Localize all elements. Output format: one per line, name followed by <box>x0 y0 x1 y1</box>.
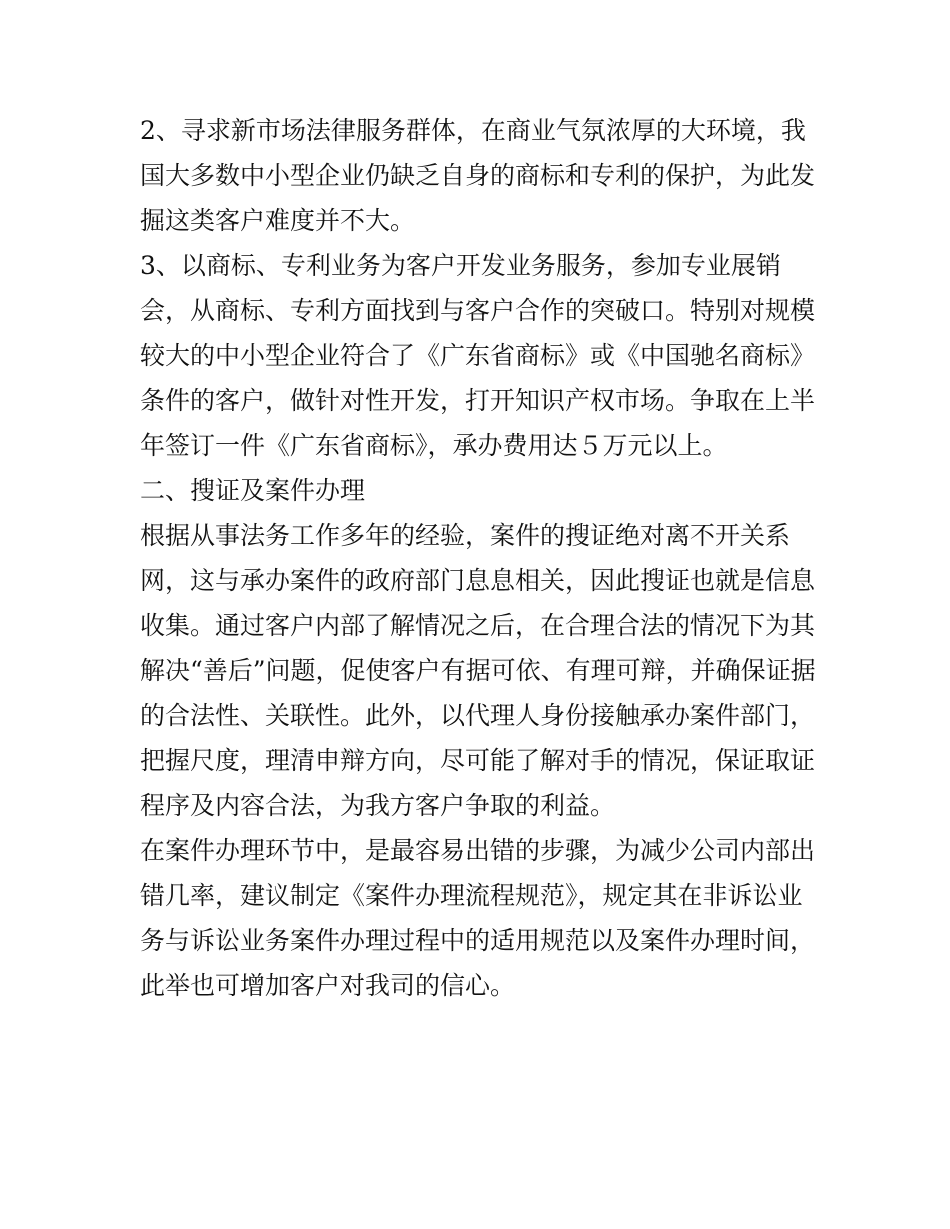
paragraph-evidence-collection: 根据从事法务工作多年的经验，案件的搜证绝对离不开关系网，这与承办案件的政府部门息息相关，因此搜证也就是信息收集。通过客户内部了解情况之后，在合理合法的情况下为其解决“善后”问题，促使客户有据可依、有理可辩，并确保证据的合法性、关联性。此外，以代理人身份接触承办案件部门，把握尺度，理清申辩方向，尽可能了解对手的情况，保证取证程序及内容合法，为我方客户争取的利益。 <box>140 521 816 820</box>
document-body <box>140 108 820 1008</box>
paragraph-market-expansion: 2、寻求新市场法律服务群体，在商业气氛浓厚的大环境，我国大多数中小型企业仍缺乏自身的商标和专利的保护，为此发掘这类客户难度并不大。 <box>140 116 816 235</box>
paragraph-case-handling: 在案件办理环节中，是最容易出错的步骤，为减少公司内部出错几率，建议制定《案件办理流程规范》，规定其在非诉讼业务与诉讼业务案件办理过程中的适用规范以及案件办理时间，此举也可增加客户对我司的信心。 <box>140 836 816 1000</box>
section-heading-evidence: 二、搜证及案件办理 <box>140 476 366 505</box>
paragraph-trademark-patent: 3、以商标、专利业务为客户开发业务服务，参加专业展销会，从商标、专利方面找到与客户合作的突破口。特别对规模较大的中小型企业符合了《广东省商标》或《中国驰名商标》条件的客户，做针对性开发，打开知识产权市场。争取在上半年签订一件《广东省商标》，承办费用达５万元以上。 <box>140 251 816 460</box>
